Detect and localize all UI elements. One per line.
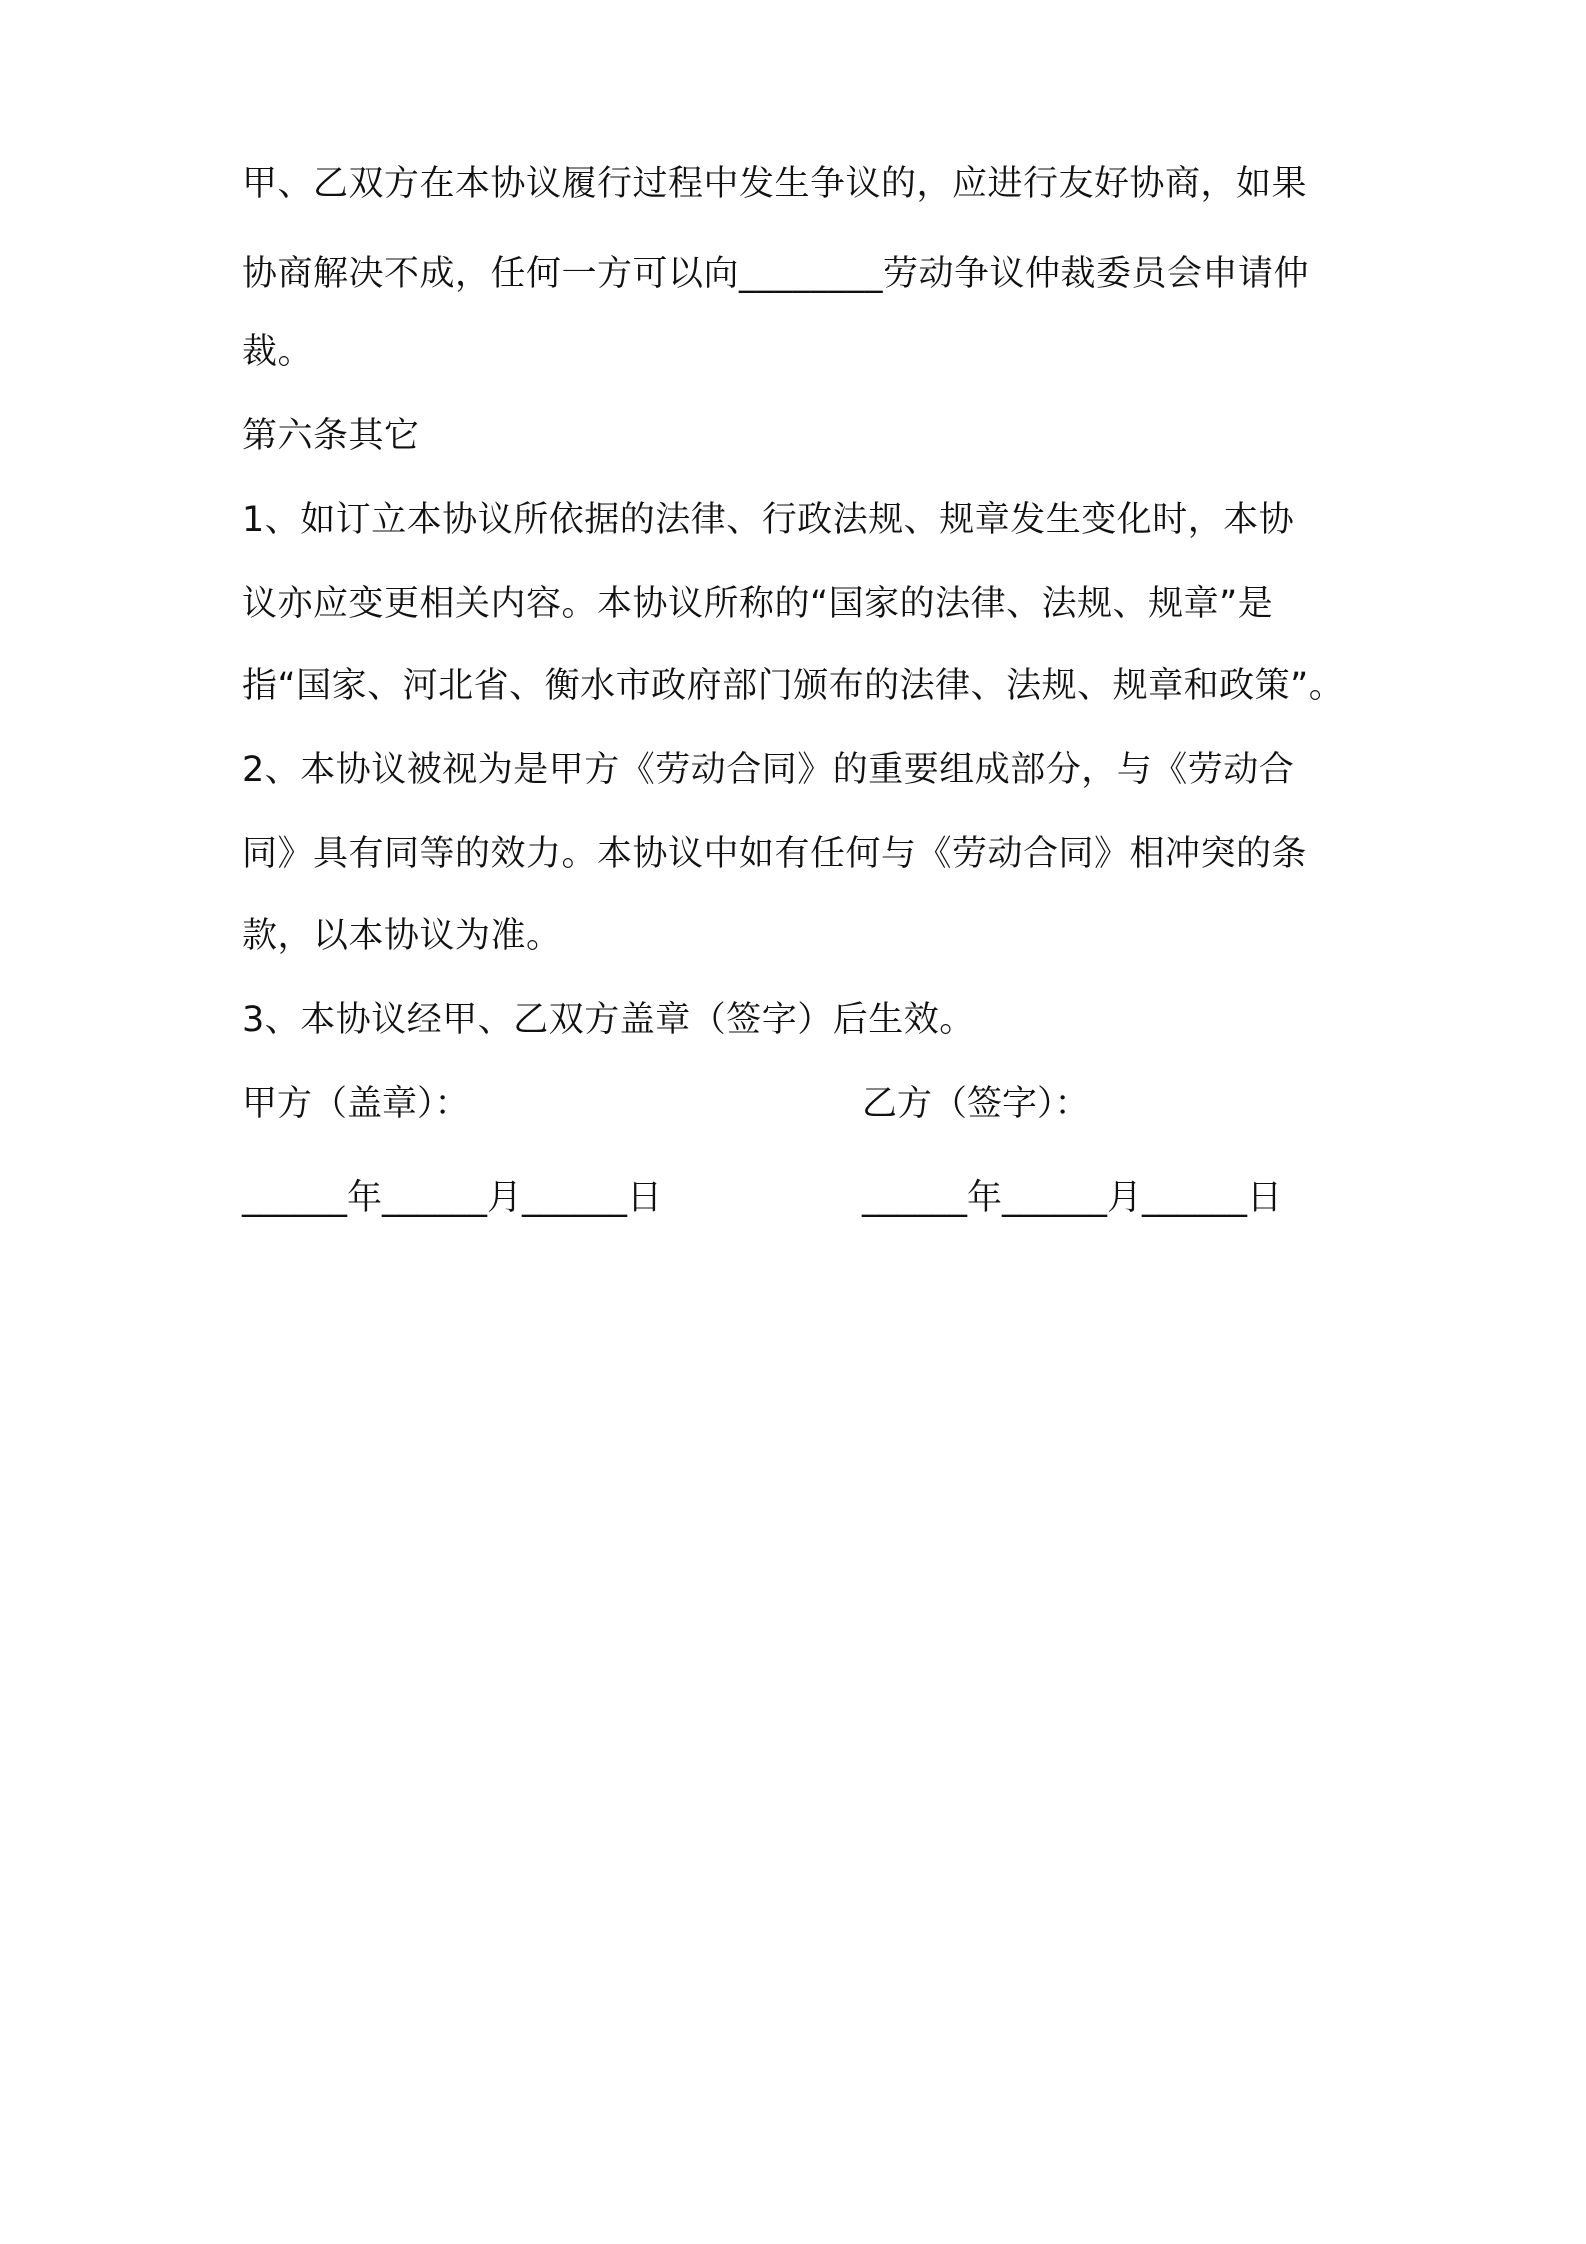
party-b-date-line: ______年______月______日 bbox=[862, 1178, 1283, 1218]
item-2-line-2: 同》具有同等的效力。本协议中如有任何与《劳动合同》相冲突的条 bbox=[242, 834, 1308, 874]
article-6-heading: 第六条其它 bbox=[242, 416, 420, 456]
item-1-line-1: 1、如订立本协议所依据的法律、行政法规、规章发生变化时，本协 bbox=[242, 500, 1295, 540]
party-a-date-line: ______年______月______日 bbox=[242, 1178, 663, 1218]
item-1-line-3: 指“国家、河北省、衡水市政府部门颁布的法律、法规、规章和政策”。 bbox=[242, 666, 1345, 706]
party-b-signature-label: 乙方（签字）： bbox=[862, 1084, 1090, 1124]
item-1-line-2: 议亦应变更相关内容。本协议所称的“国家的法律、法规、规章”是 bbox=[242, 584, 1274, 624]
item-2-line-3: 款，以本协议为准。 bbox=[242, 916, 562, 956]
dispute-paragraph-line-3: 裁。 bbox=[242, 332, 314, 372]
dispute-paragraph-line-2: 协商解决不成，任何一方可以向________劳动争议仲裁委员会申请仲 bbox=[242, 254, 1310, 294]
party-a-seal-label: 甲方（盖章）： bbox=[242, 1084, 470, 1124]
item-3: 3、本协议经甲、乙双方盖章（签字）后生效。 bbox=[242, 1000, 975, 1040]
dispute-paragraph-line-1: 甲、乙双方在本协议履行过程中发生争议的，应进行友好协商，如果 bbox=[242, 164, 1308, 204]
item-2-line-1: 2、本协议被视为是甲方《劳动合同》的重要组成部分，与《劳动合 bbox=[242, 750, 1295, 790]
